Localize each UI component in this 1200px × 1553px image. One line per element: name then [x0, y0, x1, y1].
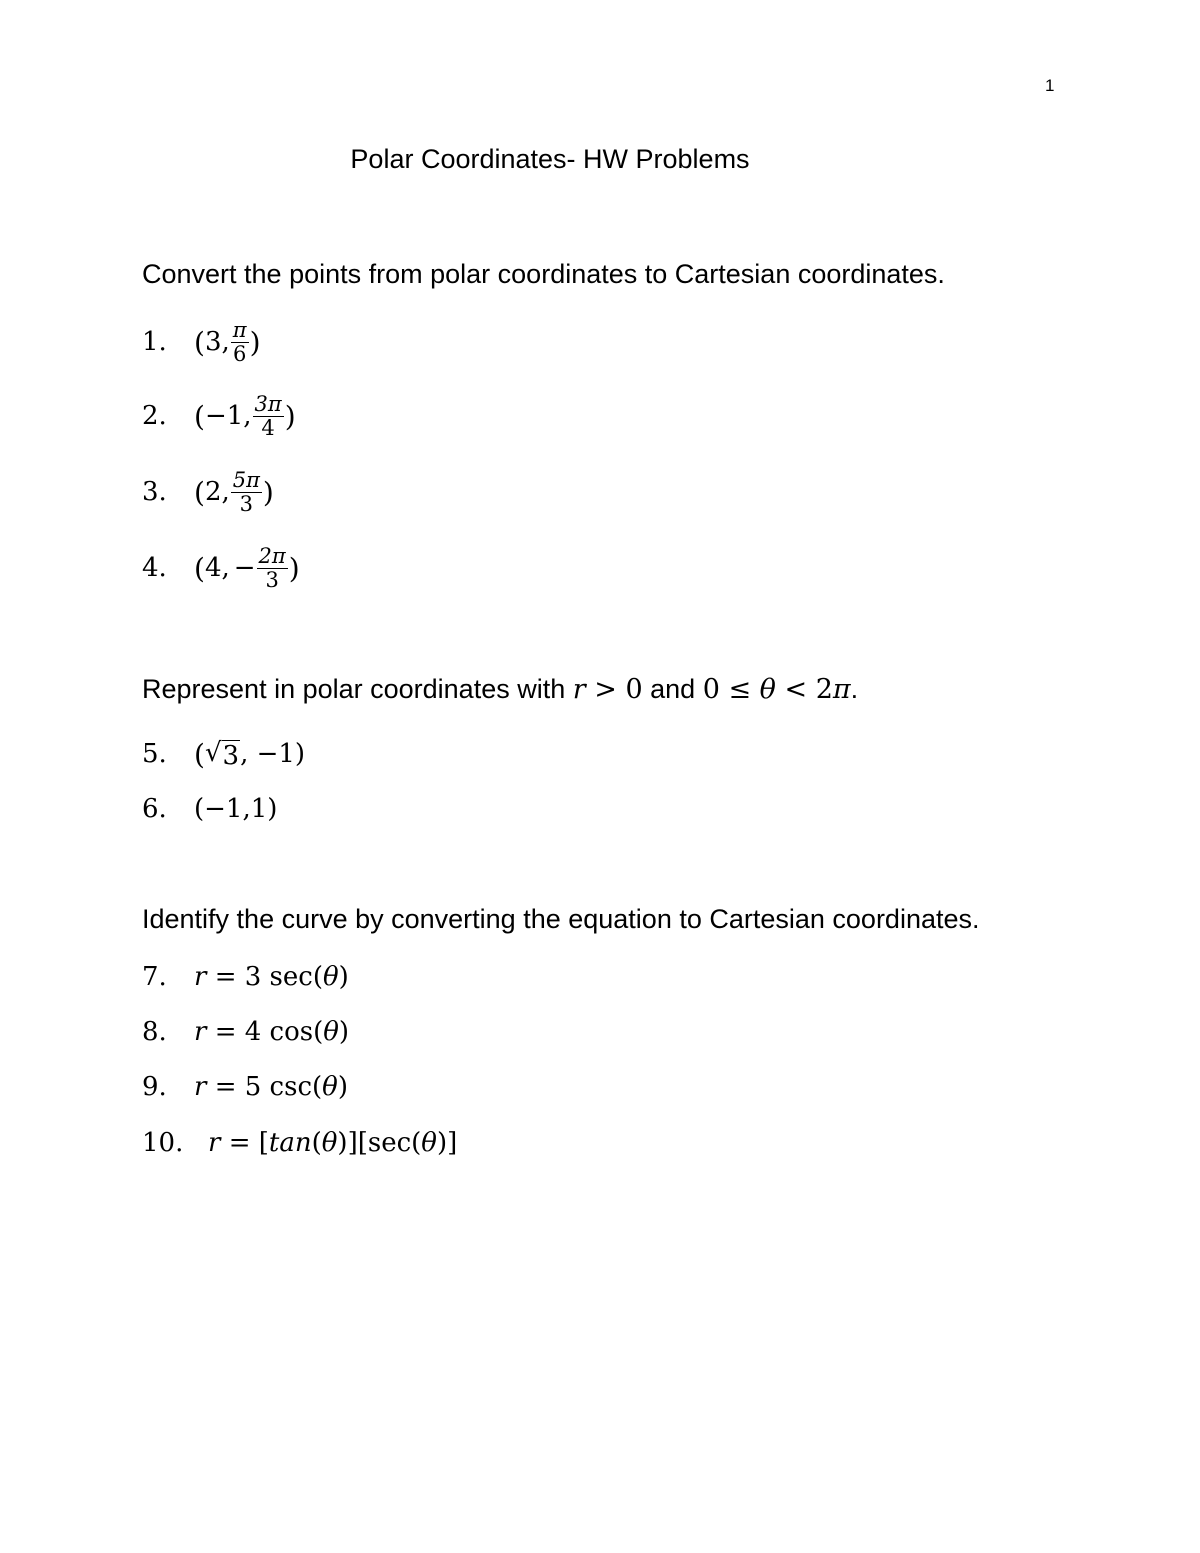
- problem-3: [142, 462, 274, 522]
- tan-function: tan: [268, 1128, 312, 1158]
- problem-9: [142, 1057, 348, 1117]
- lhs-variable: r: [194, 962, 207, 992]
- theta-variable: θ: [321, 1128, 338, 1158]
- problem-expression: [194, 1017, 349, 1047]
- theta-variable: θ: [322, 1072, 338, 1102]
- radius: −1,: [204, 401, 252, 431]
- and-text: and: [642, 674, 703, 704]
- rhs: = 3 sec(: [206, 962, 323, 992]
- problem-4: [142, 538, 300, 598]
- problem-number: 2.: [142, 401, 167, 431]
- angle-fraction: [231, 467, 262, 516]
- problem-2: [142, 386, 296, 446]
- radius: 4,: [204, 553, 230, 583]
- close-paren: ): [338, 1017, 350, 1047]
- problem-number: 3.: [142, 477, 167, 507]
- problem-1: [142, 312, 261, 372]
- problem-8: [142, 1002, 349, 1062]
- period: .: [850, 674, 859, 704]
- problem-number: 1.: [142, 327, 167, 357]
- condition-r: > 0: [585, 674, 643, 705]
- problem-number: 4.: [142, 553, 167, 583]
- rhs: = 5 csc(: [206, 1072, 323, 1102]
- section3-instruction: Identify the curve by converting the equation to Cartesian coordinates.: [142, 904, 980, 934]
- lhs-variable: r: [194, 1072, 207, 1102]
- denominator: 3: [265, 567, 279, 592]
- equals-bracket: = [: [220, 1128, 269, 1158]
- angle-fraction: [257, 543, 288, 592]
- close-paren: ): [337, 1072, 348, 1102]
- denominator: 3: [239, 491, 254, 516]
- instruction-text: Represent in polar coordinates with: [142, 674, 573, 704]
- radicand: 3: [222, 740, 240, 771]
- problem-expression: [194, 962, 349, 992]
- problem-expression: ( 2, $\frac{5\pi}{3}$ ): [194, 467, 274, 516]
- problem-number: 10.: [142, 1128, 184, 1158]
- page-number: 1: [1045, 76, 1055, 95]
- angle-fraction: [231, 317, 249, 366]
- pi-symbol: π: [832, 674, 851, 705]
- square-root: √ 3: [204, 737, 240, 771]
- open-paren: (: [311, 1128, 322, 1158]
- lhs-variable: r: [194, 1017, 207, 1047]
- numerator: 5π: [232, 467, 260, 492]
- theta-variable: θ: [323, 1017, 339, 1047]
- middle: )][sec(: [337, 1128, 422, 1158]
- lhs-variable: r: [208, 1128, 221, 1158]
- expression-rest: , −1): [240, 739, 306, 769]
- section1-instruction: Convert the points from polar coordinates to Cartesian coordinates.: [142, 259, 945, 289]
- problem-expression: ( −1, $\frac{3\pi}{4}$ ): [194, 391, 296, 440]
- close-paren: ): [338, 962, 349, 992]
- problem-number: 7.: [142, 962, 167, 992]
- problem-6: [142, 779, 277, 839]
- theta-variable: θ: [759, 674, 776, 705]
- problem-number: 8.: [142, 1017, 167, 1047]
- condition-theta-lower: 0 ≤: [702, 674, 760, 705]
- problem-number: 5.: [142, 739, 167, 769]
- problem-number: 6.: [142, 794, 167, 824]
- theta-variable: θ: [323, 962, 339, 992]
- numerator: 3π: [254, 391, 282, 416]
- problem-number: 9.: [142, 1072, 167, 1102]
- radius: 3,: [204, 327, 230, 357]
- r-variable: r: [572, 674, 586, 705]
- problem-expression: ( 3, $\frac{\pi}{6}$ ): [194, 317, 261, 366]
- condition-theta-upper: < 2: [775, 674, 833, 705]
- problem-expression: ( 4, − $\frac{2\pi}{3}$ ): [194, 543, 300, 592]
- sign: −: [233, 553, 256, 583]
- angle-fraction: [253, 391, 284, 440]
- theta-variable-2: θ: [421, 1128, 437, 1158]
- problem-expression: [194, 1072, 348, 1102]
- problem-5: [142, 724, 305, 784]
- problem-expression: [208, 1128, 457, 1158]
- radius: 2,: [204, 477, 230, 507]
- page-title: Polar Coordinates- HW Problems: [350, 144, 750, 174]
- numerator: π: [232, 317, 247, 342]
- problem-expression: (−1,1): [194, 794, 278, 824]
- denominator: 6: [232, 341, 247, 366]
- section2-instruction: [142, 674, 858, 705]
- problem-7: [142, 947, 349, 1007]
- problem-10: [142, 1113, 457, 1173]
- numerator: 2π: [258, 543, 286, 568]
- denominator: 4: [261, 415, 275, 440]
- problem-expression: ( √ 3 , −1): [194, 737, 306, 771]
- rhs: = 4 cos(: [206, 1017, 324, 1047]
- close-bracket: )]: [436, 1128, 458, 1158]
